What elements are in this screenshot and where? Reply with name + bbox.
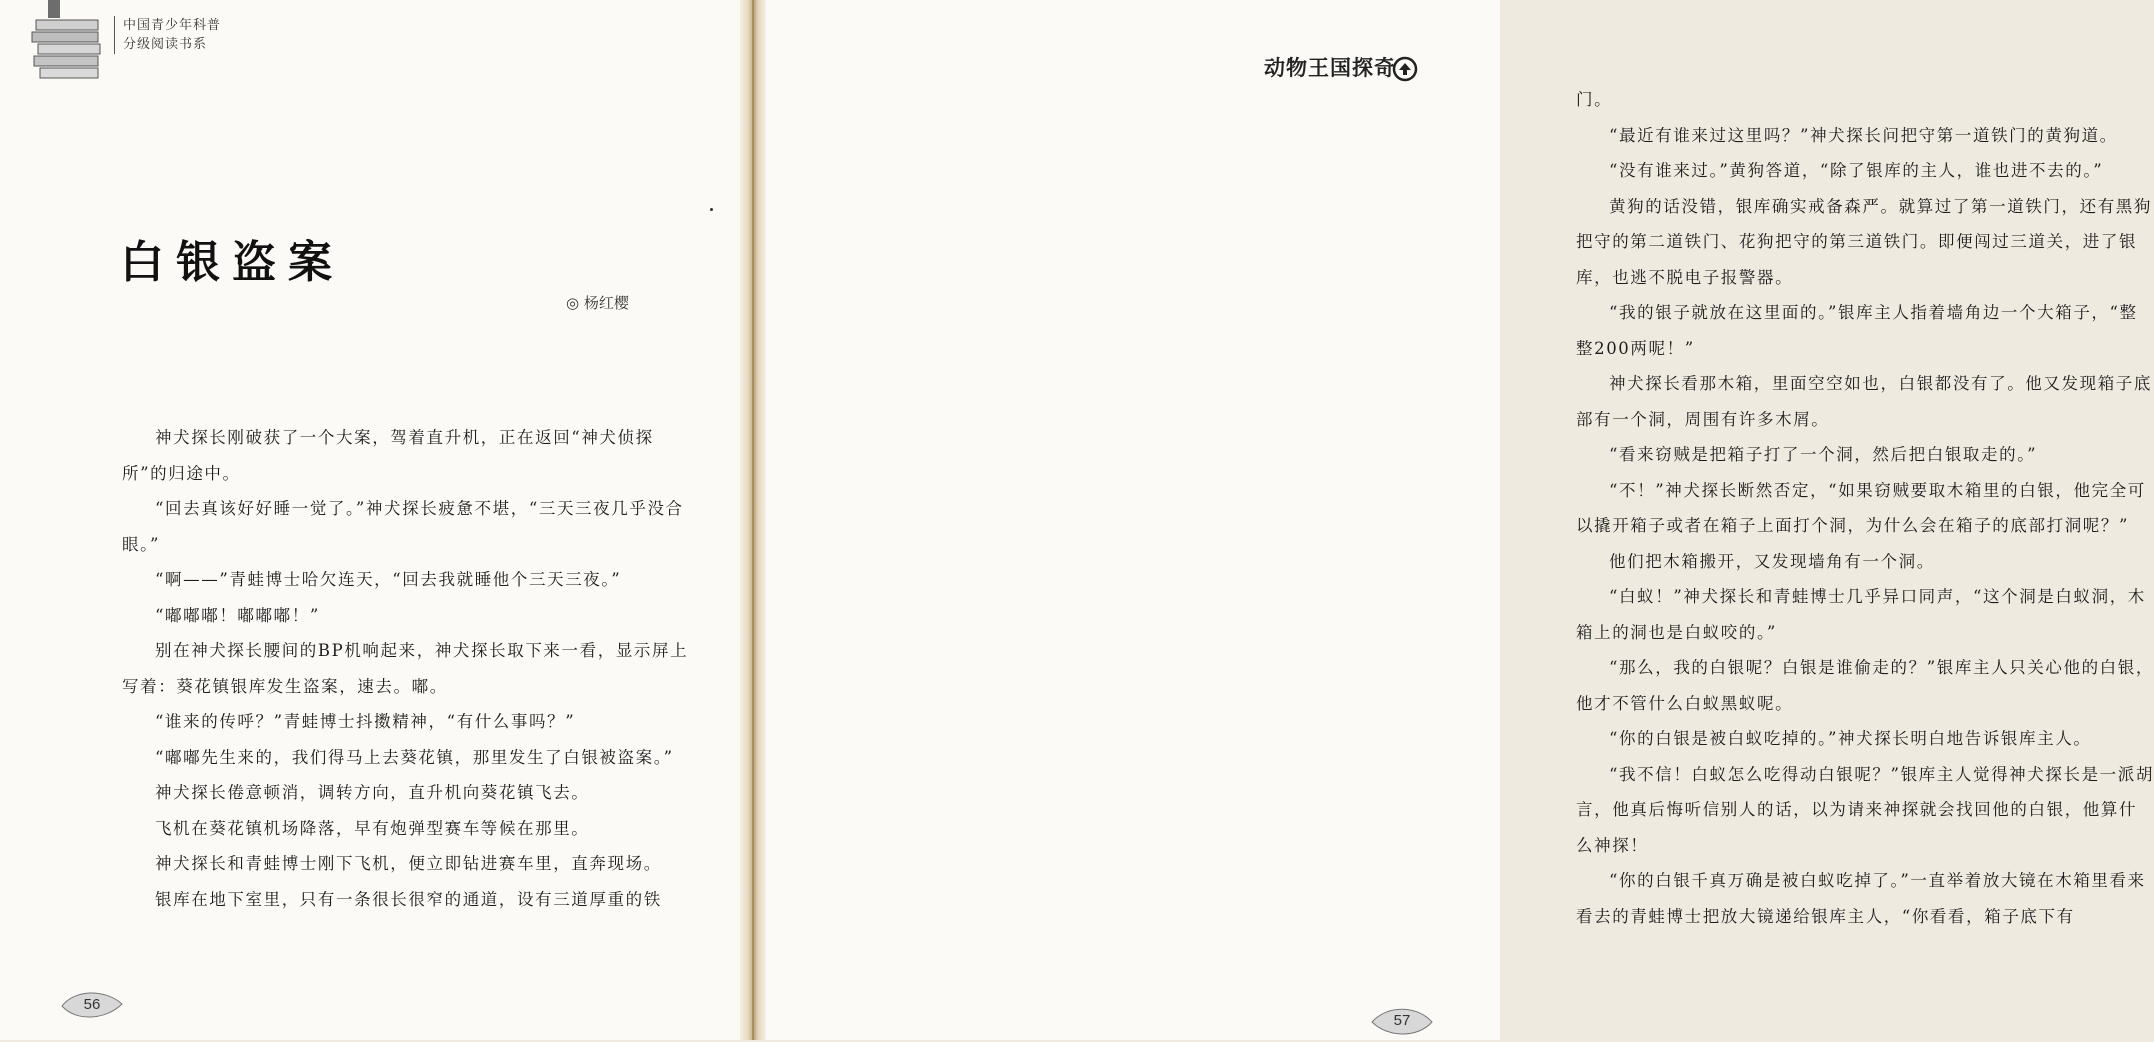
page-number-right xyxy=(1370,1002,1434,1042)
paragraph: “我的银子就放在这里面的。”银库主人指着墙角边一个大箱子，“整整200两呢！” xyxy=(1576,303,2138,358)
paragraph: “没有谁来过。”黄狗答道，“除了银库的主人，谁也进不去的。” xyxy=(1609,161,2104,180)
series-line-2: 分级阅读书系 xyxy=(123,37,208,52)
paragraph: “你的白银是被白蚁吃掉的。”神犬探长明白地告诉银库主人。 xyxy=(1609,729,2092,748)
paragraph: “我不信！白蚁怎么吃得动白银呢？”银库主人觉得神犬探长是一派胡言，他真后悔听信别人的话，以为请来神探就会找回他的白银，他算什么神探！ xyxy=(1576,764,2154,855)
left-page-body xyxy=(122,420,694,917)
right-page-body xyxy=(1576,82,2154,934)
article-author: ◎ 杨红樱 xyxy=(566,294,629,312)
book-gutter xyxy=(740,0,766,1040)
paragraph: “白蚁！”神犬探长和青蛙博士几乎异口同声，“这个洞是白蚁洞，木箱上的洞也是白蚁咬的。” xyxy=(1576,587,2146,642)
right-page xyxy=(758,0,2154,1040)
series-title xyxy=(114,16,221,54)
paragraph: “谁来的传呼？”青蛙博士抖擞精神，“有什么事吗？” xyxy=(155,712,576,731)
paragraph: 黄狗的话没错，银库确实戒备森严。就算过了第一道铁门，还有黑狗把守的第二道铁门、花狗把守的第三道铁门。即便闯过三道关，进了银库，也逃不脱电子报警器。 xyxy=(1576,196,2152,287)
paragraph: “回去真该好好睡一觉了。”神犬探长疲惫不堪，“三天三夜几乎没合眼。” xyxy=(122,499,684,554)
section-badge-icon xyxy=(1392,56,1418,82)
paragraph: 神犬探长和青蛙博士刚下飞机，便立即钻进赛车里，直奔现场。 xyxy=(155,854,662,873)
paragraph: “最近有谁来过这里吗？”神犬探长问把守第一道铁门的黄狗道。 xyxy=(1609,125,2118,145)
paragraph: “那么，我的白银呢？白银是谁偷走的？”银库主人只关心他的白银，他才不管什么白蚁黑蚁呢。 xyxy=(1576,658,2154,713)
paragraph: 银库在地下室里，只有一条很长很窄的通道，设有三道厚重的铁 xyxy=(155,889,662,909)
page-number-left xyxy=(60,986,124,1026)
left-page xyxy=(0,0,748,1040)
paragraph: 飞机在葵花镇机场降落，早有炮弹型赛车等候在那里。 xyxy=(155,818,590,838)
paragraph: 别在神犬探长腰间的BP机响起来，神犬探长取下来一看，显示屏上写着：葵花镇银库发生盗案，速去。嘟。 xyxy=(122,641,689,696)
page-number-text: 57 xyxy=(1393,1012,1411,1029)
paragraph: 神犬探长倦意顿消，调转方向，直升机向葵花镇飞去。 xyxy=(155,783,590,802)
paragraph: “啊——”青蛙博士哈欠连天，“回去我就睡他个三天三夜。” xyxy=(155,570,622,589)
paragraph: “嘟嘟嘟！嘟嘟嘟！” xyxy=(155,605,320,625)
book-stack-icon xyxy=(30,0,104,80)
paragraph: 门。 xyxy=(1576,90,1613,109)
paragraph: “嘟嘟先生来的，我们得马上去葵花镇，那里发生了白银被盗案。” xyxy=(155,747,674,767)
page-number-text: 56 xyxy=(83,996,101,1013)
paragraph: “你的白银千真万确是被白蚁吃掉了。”一直举着放大镜在木箱里看来看去的青蛙博士把放大镜递给银库主人，“你看看，箱子底下有 xyxy=(1576,871,2146,926)
section-title: 动物王国探奇 xyxy=(1264,55,1396,80)
series-line-1: 中国青少年科普 xyxy=(123,18,222,33)
article-title: 白银盗案 xyxy=(120,237,344,288)
paragraph: “看来窃贼是把箱子打了一个洞，然后把白银取走的。” xyxy=(1609,445,2038,464)
paragraph: 他们把木箱搬开，又发现墙角有一个洞。 xyxy=(1609,551,1935,571)
paragraph: 神犬探长看那木箱，里面空空如也，白银都没有了。他又发现箱子底部有一个洞，周围有许多木屑。 xyxy=(1576,374,2152,429)
paragraph: 神犬探长刚破获了一个大案，驾着直升机，正在返回“神犬侦探所”的归途中。 xyxy=(122,428,654,483)
print-speck xyxy=(710,208,713,211)
paragraph: “不！”神犬探长断然否定，“如果窃贼要取木箱里的白银，他完全可以撬开箱子或者在箱子上面打个洞，为什么会在箱子的底部打洞呢？” xyxy=(1576,480,2146,535)
